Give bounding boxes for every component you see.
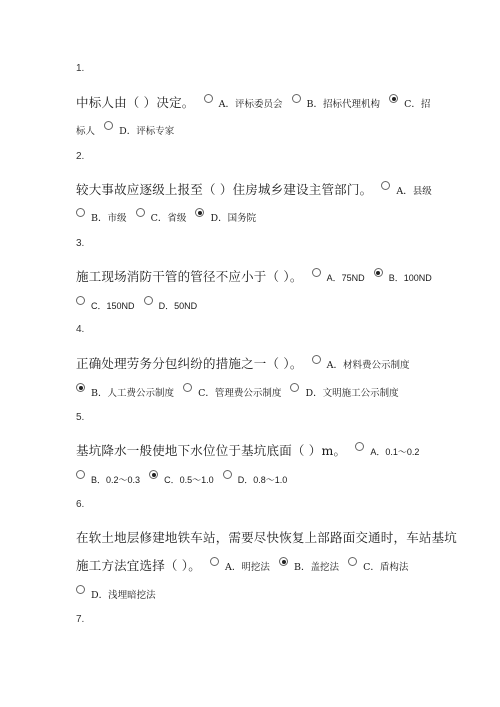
option-label: C．150ND — [91, 301, 135, 311]
radio-option-b[interactable] — [292, 94, 301, 103]
radio-option-a[interactable] — [210, 557, 219, 566]
radio-option-b[interactable] — [76, 208, 85, 217]
option-label: C．省级 — [150, 213, 187, 224]
option-label: D．0.8～1.0 — [237, 475, 288, 485]
question-number: 2. — [76, 151, 85, 162]
option-label: B．0.2～0.3 — [91, 475, 141, 485]
option-label: B．市级 — [91, 213, 127, 224]
radio-option-d[interactable] — [195, 208, 204, 217]
question-4-line-1 — [76, 353, 410, 372]
radio-option-a[interactable] — [312, 355, 321, 364]
option-label: C．招 — [404, 99, 431, 110]
option-label: 标人 — [76, 126, 96, 137]
option-label: C．0.5～1.0 — [164, 475, 214, 485]
option-label: C．盾构法 — [363, 562, 409, 573]
question-2-line-2 — [76, 206, 256, 225]
question-6-line-1 — [76, 527, 457, 546]
question-stem: 较大事故应逐级上报至（ ）住房城乡建设主管部门。 — [76, 182, 373, 197]
radio-option-a[interactable] — [355, 442, 364, 451]
option-label: D．文明施工公示制度 — [305, 388, 399, 399]
question-stem: 中标人由（ ）决定。 — [76, 95, 195, 110]
radio-option-c[interactable] — [76, 296, 85, 305]
radio-option-a[interactable] — [204, 94, 213, 103]
option-label: A．县级 — [396, 186, 432, 197]
option-label: B．人工费公示制度 — [91, 388, 174, 399]
radio-option-d[interactable] — [223, 470, 232, 479]
question-1-line-2 — [76, 119, 174, 138]
question-3-line-1 — [76, 266, 432, 285]
question-3-line-2 — [76, 294, 197, 313]
radio-option-d[interactable] — [76, 585, 85, 594]
radio-option-c[interactable] — [149, 470, 158, 479]
radio-option-b[interactable] — [279, 557, 288, 566]
radio-option-a[interactable] — [312, 268, 321, 277]
question-stem: 正确处理劳务分包纠纷的措施之一（ ）。 — [76, 356, 303, 371]
question-number: 4. — [76, 324, 85, 335]
question-1-line-1 — [76, 92, 430, 111]
question-number: 5. — [76, 412, 85, 423]
question-5-line-2 — [76, 468, 287, 487]
question-4-line-2 — [76, 381, 399, 400]
question-number: 3. — [76, 238, 85, 249]
question-2-line-1 — [76, 179, 432, 198]
option-label: D．浅埋暗挖法 — [91, 590, 156, 601]
option-label: D．评标专家 — [119, 126, 175, 137]
option-label: B．盖挖法 — [294, 562, 339, 573]
radio-option-d[interactable] — [290, 383, 299, 392]
radio-option-b[interactable] — [76, 470, 85, 479]
radio-option-d[interactable] — [144, 296, 153, 305]
radio-option-c[interactable] — [183, 383, 192, 392]
option-label: C．管理费公示制度 — [198, 388, 282, 399]
radio-option-b[interactable] — [76, 383, 85, 392]
radio-option-a[interactable] — [381, 181, 390, 190]
question-5-line-1 — [76, 440, 419, 459]
question-6-line-3 — [76, 583, 156, 602]
radio-option-d[interactable] — [104, 121, 113, 130]
question-stem: 施工现场消防干管的管径不应小于（ ）。 — [76, 269, 303, 284]
question-stem: 施工方法宜选择（ ）。 — [76, 558, 201, 573]
question-number: 6. — [76, 499, 85, 510]
option-label: A．0.1～0.2 — [370, 447, 420, 457]
question-stem: 基坑降水一般使地下水位位于基坑底面（ ）m。 — [76, 443, 347, 458]
question-6-line-2 — [76, 555, 408, 574]
option-label: A．评标委员会 — [218, 99, 283, 110]
question-stem: 在软土地层修建地铁车站，需要尽快恢复上部路面交通时，车站基坑 — [76, 530, 458, 545]
option-label: B．招标代理机构 — [306, 99, 381, 110]
option-label: A．材料费公示制度 — [326, 360, 410, 371]
radio-option-c[interactable] — [389, 94, 398, 103]
radio-option-b[interactable] — [374, 268, 383, 277]
option-label: D．50ND — [158, 301, 198, 311]
question-number: 7. — [76, 614, 85, 625]
question-number: 1. — [76, 63, 85, 74]
option-label: A．明挖法 — [225, 562, 270, 573]
option-label: A．75ND — [326, 273, 365, 283]
option-label: D．国务院 — [210, 213, 257, 224]
radio-option-c[interactable] — [348, 557, 357, 566]
radio-option-c[interactable] — [136, 208, 145, 217]
option-label: B．100ND — [388, 273, 432, 283]
